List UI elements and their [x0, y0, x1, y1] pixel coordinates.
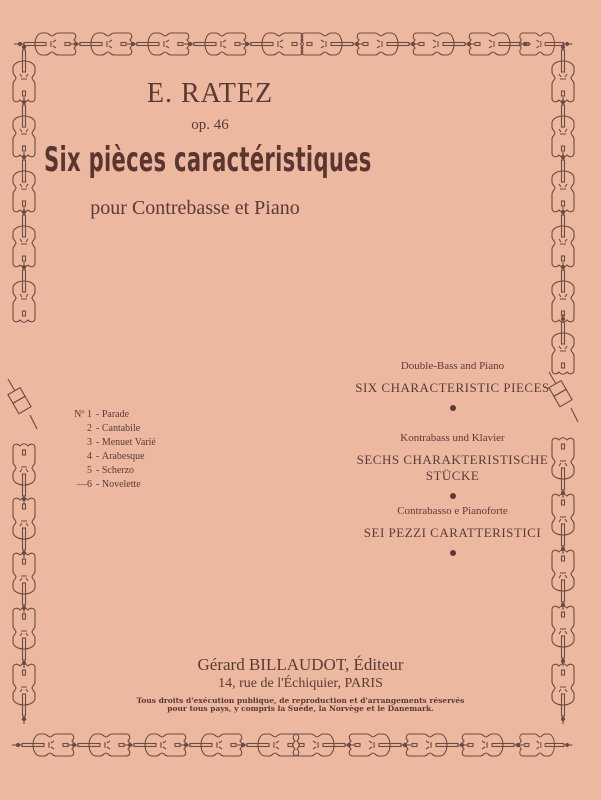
translation-english — [330, 360, 575, 411]
piece-number: 2 — [87, 423, 92, 434]
translation-title: SEI PEZZI CARATTERISTICI — [363, 525, 542, 540]
translation-instrumentation: Contrabasso e Pianoforte — [397, 505, 508, 517]
list-item: 4 - Arabesque — [62, 450, 156, 464]
piece-title: Arabesque — [101, 451, 145, 462]
piece-title: Novelette — [101, 479, 141, 490]
list-item: 2 - Cantabile — [62, 422, 156, 436]
rights-notice — [0, 697, 601, 713]
translation-italian — [330, 505, 575, 556]
list-item: —6 - Novelette — [62, 478, 156, 492]
list-item: 3 - Menuet Varié — [62, 436, 156, 450]
pieces-list — [62, 408, 156, 492]
rights-line-1: Tous droits d'exécution publique, de reproduction et d'arrangements réservés — [136, 696, 465, 705]
piece-title: Parade — [101, 409, 130, 420]
opus-number: op. 46 — [191, 117, 229, 133]
piece-title: Cantabile — [101, 423, 141, 434]
work-title: Six pièces caractéristiques — [44, 140, 372, 180]
piece-number: —6 — [77, 479, 92, 490]
composer-name: E. RATEZ — [146, 78, 274, 109]
piece-number: 4 — [87, 451, 92, 462]
piece-number: 1 — [87, 409, 92, 420]
bullet-dot — [450, 550, 456, 556]
instrumentation-subtitle: pour Contrebasse et Piano — [90, 197, 300, 219]
top-border — [14, 33, 572, 55]
list-item: Nº 1 - Parade — [74, 409, 130, 420]
translation-title: SIX CHARACTERISTIC PIECES — [355, 380, 550, 395]
publisher-address: 14, rue de l'Échiquier, PARIS — [218, 676, 383, 691]
bullet-dot — [450, 493, 456, 499]
piece-title: Menuet Varié — [101, 437, 156, 448]
number-prefix: Nº — [74, 409, 85, 420]
publisher-name: Gérard BILLAUDOT, Éditeur — [197, 655, 404, 674]
left-border — [8, 42, 37, 724]
list-item: 5 - Scherzo — [62, 464, 156, 478]
piece-number: 5 — [87, 465, 92, 476]
bottom-border — [12, 734, 572, 756]
translation-title: SECHS CHARAKTERISTISCHE STÜCKE — [356, 452, 549, 483]
translation-instrumentation: Kontrabass und Klavier — [400, 432, 505, 444]
bullet-dot — [450, 405, 456, 411]
translation-german — [330, 432, 575, 499]
piece-number: 3 — [87, 437, 92, 448]
piece-title: Scherzo — [101, 465, 135, 476]
rights-line-2: pour tous pays, y compris la Suède, la Norvège et le Danemark. — [167, 704, 434, 713]
translation-instrumentation: Double-Bass and Piano — [400, 360, 505, 372]
